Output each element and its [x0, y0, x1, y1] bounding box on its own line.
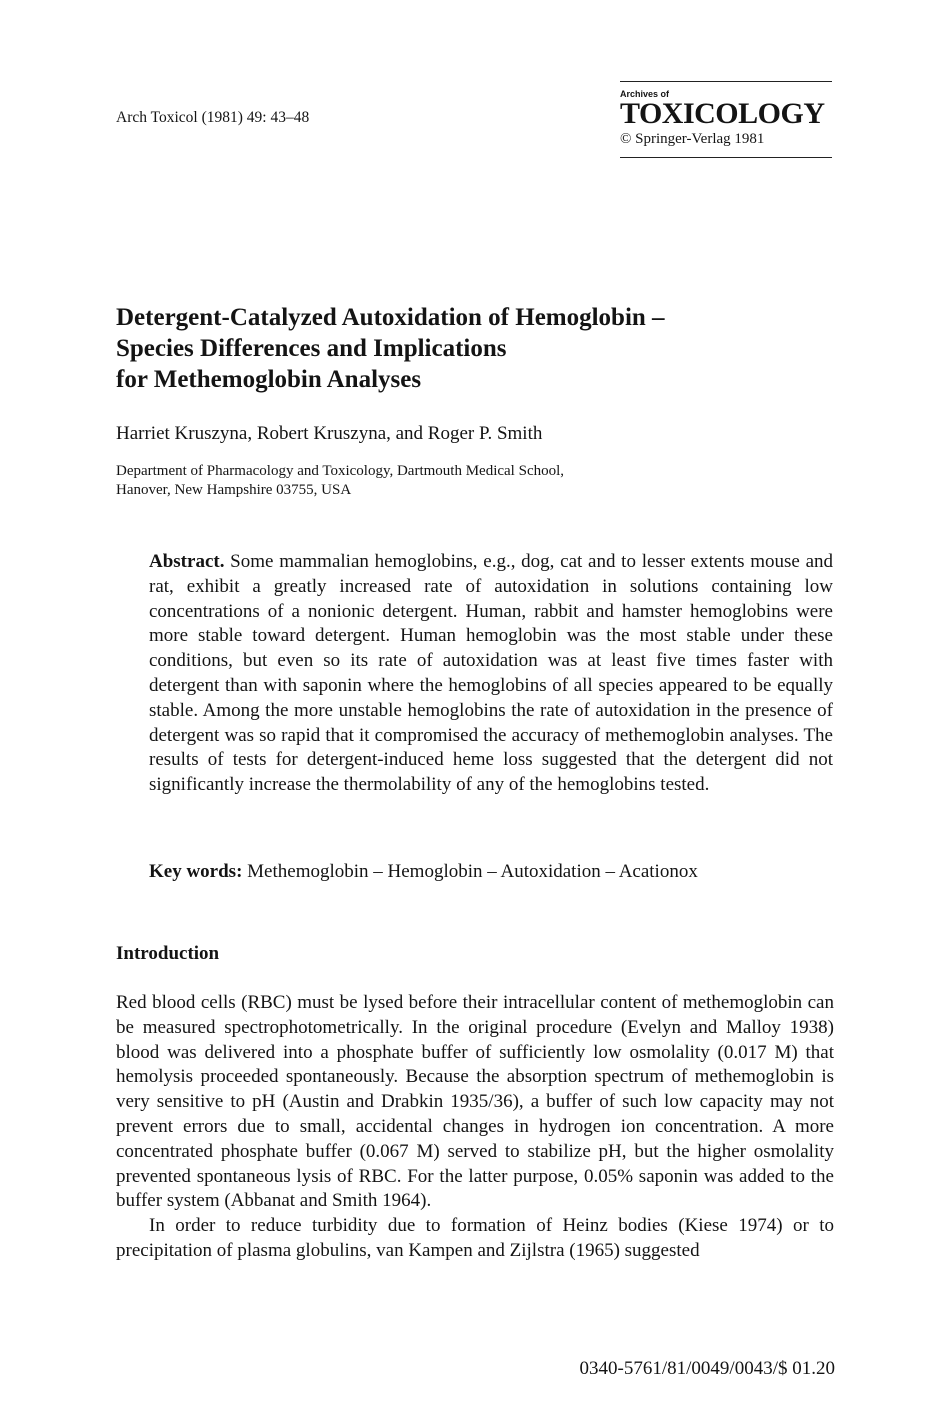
section-heading-introduction: Introduction: [116, 943, 220, 964]
keywords-text: Methemoglobin – Hemoglobin – Autoxidation – Acationox: [242, 861, 698, 882]
paragraph: In order to reduce turbidity due to formation of Heinz bodies (Kiese 1974) or to precipitation of plasma globulins, van Kampen and Zijlstra (1965) suggested: [116, 1215, 834, 1261]
keywords-label: Key words:: [149, 861, 243, 882]
masthead-top-rule: [620, 81, 832, 82]
affiliation-line: Hanover, New Hampshire 03755, USA: [116, 482, 352, 498]
affiliation: [116, 462, 564, 500]
abstract-text: Some mammalian hemoglobins, e.g., dog, cat and to lesser extents mouse and rat, exhibit a greatly increased rate of autoxidation in solutions containing low concentrations of a nonionic detergent. Human, rabbit and hamster hemoglobins were more stable toward detergent. Human hemoglobin was the most stable under these conditions, but even so its rate of autoxidation was at least five times faster with detergent than with saponin where the hemoglobins of all species appeared to be equally stable. Among the more unstable hemoglobins the rate of autoxidation in the presence of detergent was so rapid that it compromised the accuracy of methemoglobin analyses. The results of tests for detergent-induced heme loss suggested that the detergent did not significantly increase the thermolability of any of the hemoglobins tested.: [149, 551, 833, 796]
journal-small-title: Archives of: [620, 89, 670, 99]
journal-masthead: [620, 81, 832, 158]
masthead-bottom-rule: [620, 157, 832, 158]
article-title: [116, 302, 836, 395]
paragraph: Red blood cells (RBC) must be lysed before their intracellular content of methemoglobin can be measured spectrophotometrically. In the original procedure (Evelyn and Malloy 1938) blood was delivered into a phosphate buffer of sufficiently low osmolality (0.017 M) that hemolysis proceeded spontaneously. Because the absorption spectrum of methemoglobin is very sensitive to pH (Austin and Drabkin 1935/36), a buffer of such low capacity may not prevent errors due to small, accidental changes in hydrogen ion concentration. A more concentrated phosphate buffer (0.067 M) served to stabilize pH, but the higher osmolality prevented spontaneous lysis of RBC. For the latter purpose, 0.05% saponin was added to the buffer system (Abbanat and Smith 1964).: [116, 992, 834, 1212]
title-line: Detergent-Catalyzed Autoxidation of Hemoglobin –: [116, 304, 665, 331]
title-line: Species Differences and Implications: [116, 335, 507, 362]
affiliation-line: Department of Pharmacology and Toxicology, Dartmouth Medical School,: [116, 463, 565, 479]
price-code: 0340-5761/81/0049/0043/$ 01.20: [579, 1358, 835, 1379]
journal-name: TOXICOLOGY: [620, 97, 825, 130]
abstract: [149, 550, 833, 798]
authors: Harriet Kruszyna, Robert Kruszyna, and Roger P. Smith: [116, 423, 543, 444]
introduction-body: [116, 991, 834, 1264]
abstract-label: Abstract.: [149, 551, 225, 572]
citation: Arch Toxicol (1981) 49: 43–48: [116, 109, 310, 126]
title-line: for Methemoglobin Analyses: [116, 366, 422, 393]
keywords: [149, 861, 839, 883]
copyright: © Springer-Verlag 1981: [620, 131, 765, 147]
